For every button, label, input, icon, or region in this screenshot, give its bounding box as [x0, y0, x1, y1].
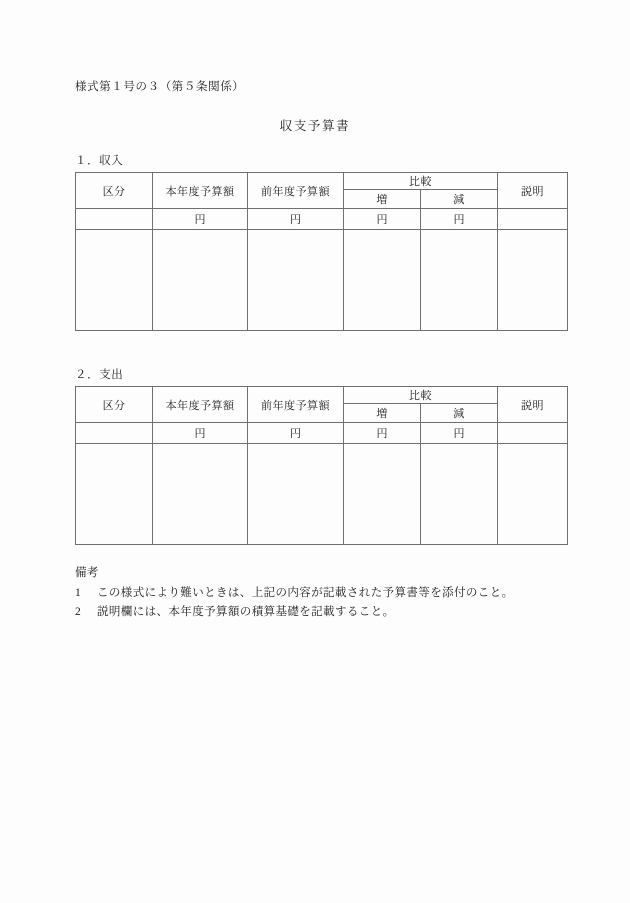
budget-table-expense	[75, 386, 568, 545]
budget-table-income	[75, 172, 568, 331]
entry-cell-explanation[interactable]	[498, 230, 568, 331]
column-header-comparison: 比較	[344, 387, 498, 404]
unit-cell-this-year[interactable]: 円	[153, 423, 248, 444]
section-label-income: １．収入	[75, 155, 124, 167]
column-header-this-year: 本年度予算額	[153, 387, 248, 423]
column-header-decrease: 減	[421, 190, 498, 209]
unit-cell-explanation[interactable]	[498, 423, 568, 444]
table-header-row	[76, 173, 568, 190]
remark-number: 2	[75, 606, 82, 618]
remarks-title: 備考	[75, 567, 99, 579]
remark-text: この様式により難いときは、上記の内容が記載された予算書等を添付のこと。	[97, 586, 514, 599]
form-number: 様式第１号の３（第５条関係）	[75, 81, 245, 93]
entry-cell-prev-year[interactable]	[248, 230, 344, 331]
remark-number: 1	[75, 586, 82, 599]
table-entry-row	[76, 444, 568, 545]
unit-cell-kubun[interactable]	[76, 209, 153, 230]
entry-cell-kubun[interactable]	[76, 230, 153, 331]
column-header-kubun: 区分	[76, 173, 153, 209]
column-header-comparison: 比較	[344, 173, 498, 190]
entry-cell-increase[interactable]	[344, 230, 421, 331]
column-header-kubun: 区分	[76, 387, 153, 423]
table-header-row	[76, 387, 568, 404]
unit-cell-increase[interactable]: 円	[344, 423, 421, 444]
column-header-explanation: 説明	[498, 387, 568, 423]
unit-cell-prev-year[interactable]: 円	[248, 209, 344, 230]
entry-cell-decrease[interactable]	[421, 230, 498, 331]
table-entry-row	[76, 230, 568, 331]
remarks-block	[75, 564, 514, 623]
entry-cell-explanation[interactable]	[498, 444, 568, 545]
page-title: 収支予算書	[279, 119, 351, 133]
column-header-increase: 増	[344, 404, 421, 423]
entry-cell-decrease[interactable]	[421, 444, 498, 545]
unit-cell-decrease[interactable]: 円	[421, 209, 498, 230]
column-header-explanation: 説明	[498, 173, 568, 209]
column-header-decrease: 減	[421, 404, 498, 423]
section-label-expense: ２．支出	[75, 369, 124, 381]
remark-item	[75, 584, 514, 604]
column-header-prev-year: 前年度予算額	[248, 387, 344, 423]
column-header-this-year: 本年度予算額	[153, 173, 248, 209]
entry-cell-this-year[interactable]	[153, 444, 248, 545]
remark-item	[75, 603, 514, 623]
table-unit-row	[76, 423, 568, 444]
remark-text: 説明欄には、本年度予算額の積算基礎を記載すること。	[97, 606, 395, 618]
column-header-increase: 増	[344, 190, 421, 209]
unit-cell-kubun[interactable]	[76, 423, 153, 444]
entry-cell-this-year[interactable]	[153, 230, 248, 331]
unit-cell-prev-year[interactable]: 円	[248, 423, 344, 444]
unit-cell-decrease[interactable]: 円	[421, 423, 498, 444]
unit-cell-this-year[interactable]: 円	[153, 209, 248, 230]
entry-cell-increase[interactable]	[344, 444, 421, 545]
unit-cell-explanation[interactable]	[498, 209, 568, 230]
table-unit-row	[76, 209, 568, 230]
column-header-prev-year: 前年度予算額	[248, 173, 344, 209]
entry-cell-kubun[interactable]	[76, 444, 153, 545]
entry-cell-prev-year[interactable]	[248, 444, 344, 545]
unit-cell-increase[interactable]: 円	[344, 209, 421, 230]
